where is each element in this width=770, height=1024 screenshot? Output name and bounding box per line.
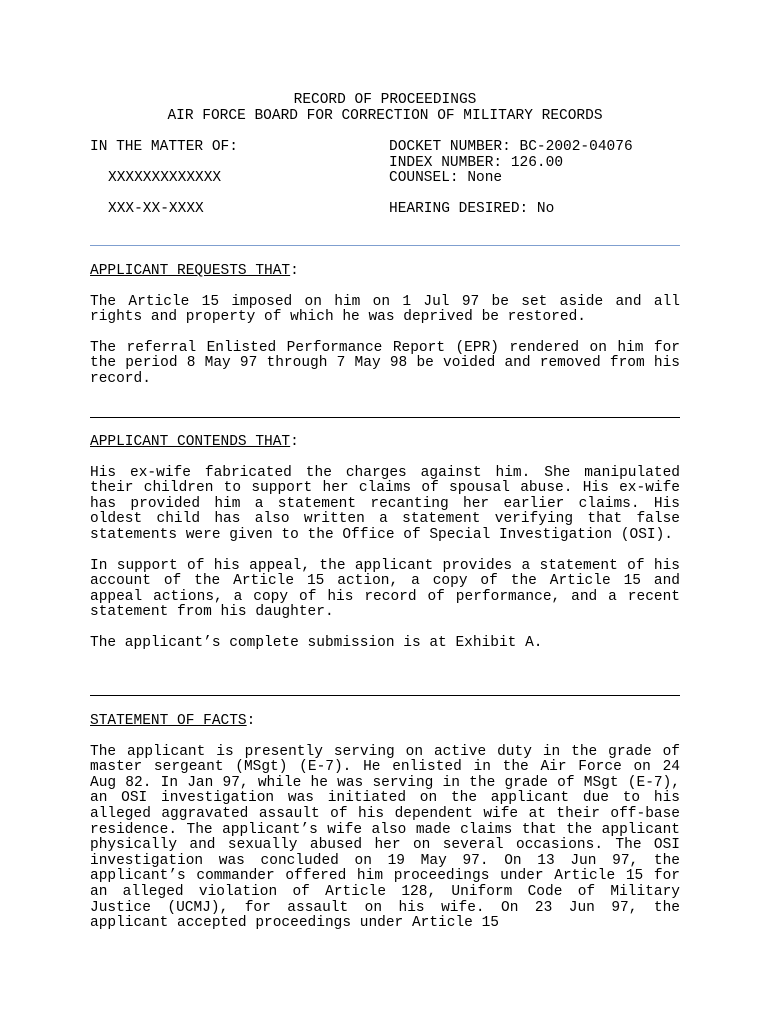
hearing-desired: HEARING DESIRED: No xyxy=(389,201,555,217)
counsel: COUNSEL: None xyxy=(389,170,503,186)
applicant-name-redacted: XXXXXXXXXXXXX xyxy=(108,170,222,186)
requests-heading: APPLICANT REQUESTS THAT: xyxy=(90,263,299,279)
contends-section xyxy=(90,435,680,652)
facts-section xyxy=(90,714,680,932)
in-the-matter-label: IN THE MATTER OF: xyxy=(90,139,238,155)
contends-heading: APPLICANT CONTENDS THAT: xyxy=(90,434,299,450)
requests-paragraph-1: The Article 15 imposed on him on 1 Jul 97 be set aside and all rights and property of which he was deprived be restored. xyxy=(90,293,680,326)
index-number: INDEX NUMBER: 126.00 xyxy=(389,155,564,171)
contends-paragraph-1: His ex-wife fabricated the charges against him. She manipulated their children to support her claims of spousal abuse. His ex-wife has provided him a statement recanting her earlier claims. His oldest child has also written a statement verifying that false statements were given to the Office of Special Investigation (OSI). xyxy=(90,464,680,543)
applicant-ssn-redacted: XXX-XX-XXXX xyxy=(108,201,204,217)
document-title xyxy=(0,93,770,124)
contends-paragraph-2: In support of his appeal, the applicant provides a statement of his account of the Article 15 action, a copy of the Article 15 and appeal actions, a copy of his record of performance, and a recent statement from his daughter. xyxy=(90,557,680,621)
requests-section xyxy=(90,264,680,388)
requests-paragraph-2: The referral Enlisted Performance Report (EPR) rendered on him for the period 8 May 97 through 7 May 98 be voided and removed from his record. xyxy=(90,339,680,387)
contends-paragraph-3: The applicant’s complete submission is at Exhibit A. xyxy=(90,634,543,651)
section-divider-1 xyxy=(90,417,680,418)
facts-paragraph-1: The applicant is presently serving on active duty in the grade of master sergeant (MSgt) (E-7). He enlisted in the Air Force on 24 Aug 82. In Jan 97, while he was serving in the grade of MSgt (E-7), an OSI investigation was initiated on the applicant due to his alleged aggravated assault of his dependent wife at their off-base residence. The applicant’s wife also made claims that the applicant physically and sexually abused her on several occasions. The OSI investigation was concluded on 19 May 97. On 13 Jun 97, the applicant’s commander offered him proceedings under Article 15 for an alleged violation of Article 128, Uniform Code of Military Justice (UCMJ), for assault on his wife. On 23 Jun 97, the applicant accepted proceedings under Article 15 xyxy=(90,743,680,932)
header-divider xyxy=(90,245,680,246)
title-line-2: AIR FORCE BOARD FOR CORRECTION OF MILITARY RECORDS xyxy=(167,107,603,124)
docket-number: DOCKET NUMBER: BC-2002-04076 xyxy=(389,139,633,155)
section-divider-2 xyxy=(90,695,680,696)
title-line-1: RECORD OF PROCEEDINGS xyxy=(293,92,477,108)
facts-heading: STATEMENT OF FACTS: xyxy=(90,713,256,729)
